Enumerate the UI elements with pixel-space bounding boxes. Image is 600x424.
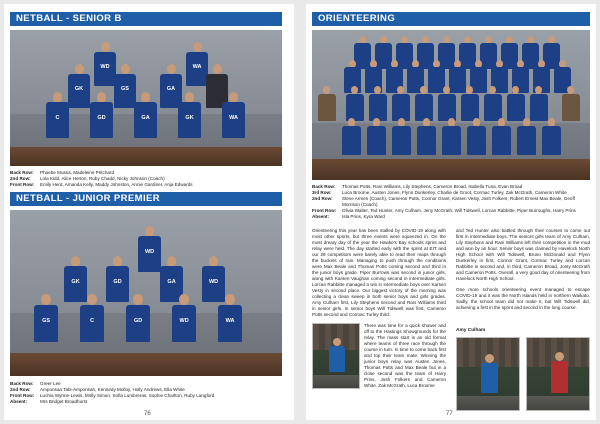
bib-position: GD bbox=[133, 317, 143, 324]
bib-position: GD bbox=[97, 114, 106, 121]
bib-position: GS bbox=[121, 85, 129, 92]
orienteering-caption bbox=[312, 184, 590, 220]
will-tidswell-photo bbox=[526, 337, 590, 411]
caption-row: 3rd Row: Luca Broome, Austen Jones, Flynn Dunkerley, Charlie de Groot, Cormac Turley, Zak McGrath, Cameron White bbox=[312, 190, 567, 195]
page-number: 77 bbox=[446, 411, 453, 417]
bib-position: GS bbox=[42, 317, 51, 324]
caption-row: Back Row: Thomas Potts, Rani Williams, Lily Stephens, Cameron Broad, Isabella Tuna, Evan Broad bbox=[312, 184, 523, 189]
bib-position: WA bbox=[192, 63, 202, 70]
page-number: 76 bbox=[144, 411, 151, 417]
bib-position: C bbox=[90, 317, 95, 324]
right-page bbox=[306, 4, 596, 420]
netball-senior-b-banner: NETBALL - SENIOR B bbox=[10, 12, 282, 26]
article-column-2 bbox=[456, 228, 590, 316]
bib-position: WD bbox=[208, 278, 219, 285]
orienteering-runner-photo bbox=[312, 323, 360, 389]
bib-position: GK bbox=[71, 278, 80, 285]
caption-row: Front Row: Olivia Walter, Ted Hunter, Amy Culham, Jeny McGrath, Will Tidswell, Lorcan Rabbitte, Piper Burroughs, Harry Prins bbox=[312, 208, 576, 213]
netball-junior-premier-photo bbox=[10, 210, 282, 376]
bib-position: GA bbox=[141, 114, 150, 121]
bib-position: WD bbox=[144, 248, 155, 255]
bib-position: GA bbox=[166, 85, 176, 92]
article-paragraph: Orienteering this year has been stalled by COVID-19 along with most other sports, but three events were squeezed in. On the most dreary day of the year the Hawke's Bay schools sprint and relay were held. The day started early with the sprint at EIT and our 29 competitors were barely able to read their maps through the buckets of rain. Managing to push through the conditions were Max Beale and Thomas Potts coming second and third in the junior boys grade. Piper Burrows was second in junior girls, along with Karsen Vaughan coming second in intermediate girls. Lorcan Rabbitte managed a win in intermediate boys over Karsen Vesty in second place. Our biggest victory of the morning was collecting a clean sweep in both senior boys and girls grades. Amy Culham first, Lily Stephens second and Rani Williams third in senior girls. In senior boys Will Tidswell was first, Cameron Potts second and Cormac Turley third. bbox=[312, 228, 446, 317]
bib-position: WA bbox=[229, 114, 238, 121]
bib-position: GA bbox=[167, 278, 176, 285]
caption-row: Back Row: Greer Lee bbox=[10, 381, 61, 386]
bib-position: C bbox=[55, 114, 60, 121]
orienteering-team-photo bbox=[312, 30, 590, 180]
netball-senior-b-photo bbox=[10, 30, 282, 166]
netball-junior-premier-banner: NETBALL - JUNIOR PREMIER bbox=[10, 192, 282, 206]
article-paragraph: There was time for a quick shower and off to the Hastings Showgrounds for the relay. The mass start is an old format where teams of three race through the course in turn. In time to come back first and top their team mate. Winning the junior boys relay was Austen Jones, Thomas Potts and Max Beale but in a close second was the team of Harry Prins, Josh Folkers and Cameron White. Zak McGrath, Luca Broome bbox=[364, 323, 446, 388]
caption-row: Front Row: Luchia Wynne-Lewis, Molly Simon, Sofia Lumbreras, Sophie Charlton, Ruby Langford bbox=[10, 393, 215, 398]
bib-position: WD bbox=[179, 317, 189, 324]
bib-position: GK bbox=[185, 114, 194, 121]
caption-row: Back Row: Phoebe Mussa, Madeleine Pritchard bbox=[10, 170, 115, 175]
caption-row: 2nd Row: Amponsaa Tabi-Amponsah, Kennedy Molloy, Holly Andrews, Ella White bbox=[10, 387, 185, 392]
bib-position: WD bbox=[100, 63, 110, 70]
bib-position: GK bbox=[74, 85, 84, 92]
article-paragraph: One more schools orienteering event managed to escape COVID-19 and it was the North Islands held in northern Waikato. Sadly, the school team did not make it, but Will Tidswell did, achieving a first in the sprint and second in the long course. bbox=[456, 287, 590, 310]
netball-junior-premier-caption bbox=[10, 381, 282, 405]
caption-row: Absent: Isla Prins, Kyra Ward bbox=[312, 214, 385, 219]
netball-senior-b-caption bbox=[10, 170, 282, 188]
amy-culham-photo bbox=[456, 337, 520, 411]
bib-position: GD bbox=[113, 278, 122, 285]
article-column-1 bbox=[312, 228, 446, 391]
caption-row: Front Row: Emily Herd, Amanda Kelly, Maddy Johnston, Annie Gardiner, Anja Edwards bbox=[10, 182, 193, 187]
left-page bbox=[4, 4, 294, 420]
caption-row: 2nd Row: Steve Armen (Coach), Cameron Potts, Connor Grant, Karsen Vesty, Josh Folkers, Robert Ernest Max Beale, Geoff Morrison (Coach) bbox=[312, 196, 575, 207]
article-paragraph: and Ted Hunter also battled through their courses to come out first in intermediate boys. The seniors girls team of Amy Culham, Lily Stephens and Rani Williams left their competition in the mud and won by an hour. Senior boys was claimed by Havelock North High School with Will Tidswell, Bruno McDonald and Flynn Dunkerley in first, Connor Grant, Cormac Turley and Lorcan Rabbitte in second and, in third, Cameron Broad, Jonty McGrath and Cameron Potts. Overall, a very good day of orienteering from Havelock North High School. bbox=[456, 228, 590, 281]
orienteering-banner: ORIENTEERING bbox=[312, 12, 590, 26]
bib-position: WA bbox=[225, 317, 235, 324]
inset-photo-caption: Amy Culham bbox=[456, 328, 486, 333]
caption-row: 2nd Row: Lola Kidd, Alice Herton, Ruby Chadd, Nicky Johnson (Coach) bbox=[10, 176, 165, 181]
caption-row: Absent: Mrs Bridget Broadhurst bbox=[10, 399, 88, 404]
